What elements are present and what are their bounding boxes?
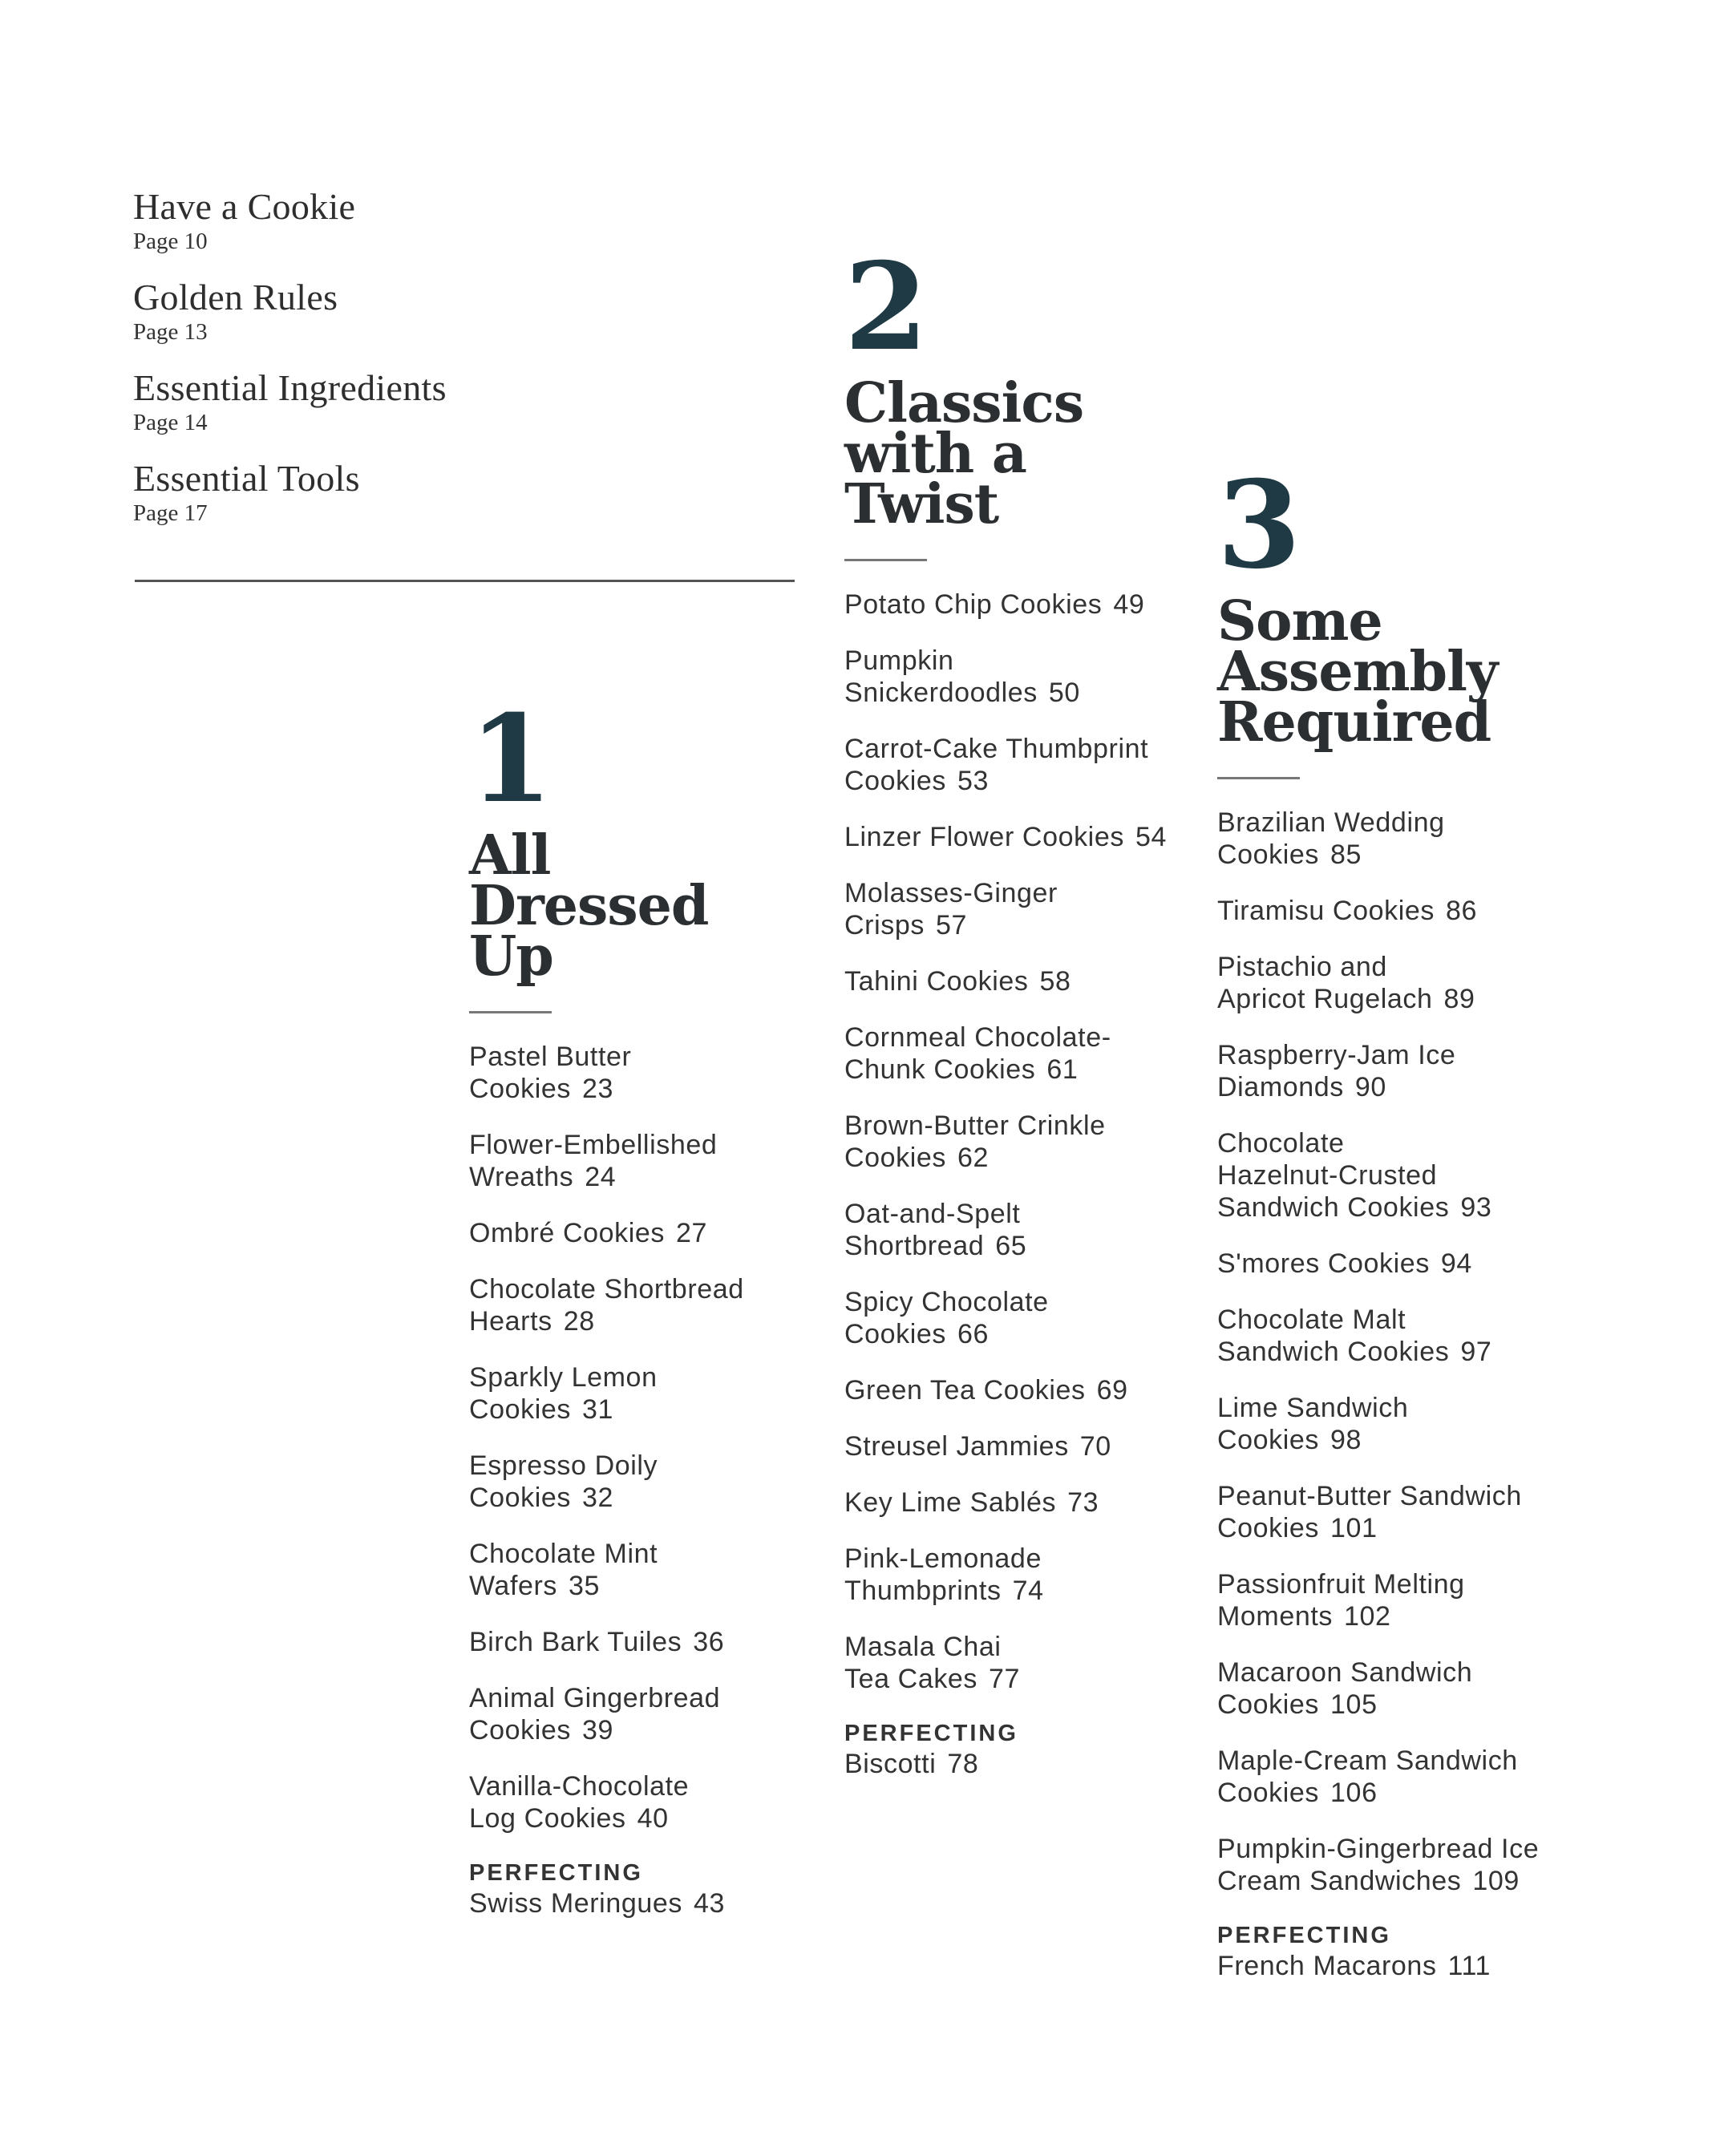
recipe-name: Maple-Cream Sandwich Cookies [1217,1745,1518,1808]
recipe-entry[interactable] [844,1631,1213,1695]
recipe-entry[interactable] [469,1450,838,1514]
chapter-title-line: with a [844,422,1026,486]
chapter-3 [1217,455,1586,2006]
recipe-name: Green Tea Cookies [844,1375,1086,1406]
recipe-entry[interactable] [1217,951,1586,1015]
recipe-entry[interactable] [844,1430,1213,1462]
chapter-title [844,371,1213,536]
recipe-entry[interactable] [844,1286,1213,1350]
chapter-divider [469,1011,552,1013]
chapter-title-line: Up [469,924,553,989]
recipe-page: 27 [676,1218,708,1248]
recipe-entry[interactable] [1217,1480,1586,1544]
chapter-title-line: Classics [844,371,1084,435]
recipe-page: 102 [1344,1601,1391,1632]
section-divider [135,580,795,582]
recipe-name: Biscotti [844,1749,937,1779]
recipe-entry[interactable] [844,733,1213,797]
front-matter-item[interactable] [133,367,447,458]
recipe-name: S'mores Cookies [1217,1248,1430,1279]
perfecting-entry[interactable] [844,1719,1213,1780]
recipe-entry[interactable] [844,1374,1213,1406]
front-matter-item[interactable] [133,458,447,548]
perfecting-entry[interactable] [1217,1921,1586,1982]
recipe-name: Animal Gingerbread Cookies [469,1683,721,1745]
chapter-divider [844,559,927,561]
recipe-list [844,589,1213,1780]
front-matter-page: Page 14 [133,410,208,435]
recipe-page: 62 [957,1143,990,1173]
recipe-entry[interactable] [1217,1127,1586,1224]
recipe-entry[interactable] [1217,1039,1586,1103]
recipe-page: 49 [1113,589,1145,620]
recipe-entry[interactable] [469,1626,838,1658]
front-matter-title: Have a Cookie [133,186,356,227]
chapter-title-line: Dressed [469,874,709,938]
recipe-name: Chocolate Hazelnut-Crusted Sandwich Cookies [1217,1128,1450,1223]
recipe-page: 94 [1440,1248,1472,1279]
recipe-entry[interactable] [844,589,1213,621]
recipe-page: 106 [1330,1778,1378,1808]
recipe-page: 28 [563,1306,595,1337]
perfecting-label: PERFECTING [469,1860,643,1886]
recipe-page: 77 [989,1664,1021,1694]
recipe-page: 61 [1046,1054,1079,1085]
chapter-title [469,823,838,989]
recipe-page: 66 [957,1319,990,1349]
recipe-name: Vanilla-Chocolate Log Cookies [469,1771,690,1834]
recipe-page: 57 [935,910,967,940]
chapter-2 [844,237,1213,1804]
recipe-name: Streusel Jammies [844,1431,1069,1462]
recipe-entry[interactable] [844,821,1213,853]
recipe-name: Brazilian Wedding Cookies [1217,807,1445,870]
recipe-page: 98 [1330,1425,1362,1455]
recipe-entry[interactable] [844,1487,1213,1519]
recipe-entry[interactable] [1217,1745,1586,1809]
recipe-name: Cornmeal Chocolate- Chunk Cookies [844,1022,1111,1085]
recipe-name: Swiss Meringues [469,1888,682,1919]
recipe-page: 53 [957,766,990,796]
recipe-name: Lime Sandwich Cookies [1217,1393,1409,1455]
recipe-name: Raspberry-Jam Ice Diamonds [1217,1040,1456,1102]
recipe-name: Pink-Lemonade Thumbprints [844,1543,1042,1606]
perfecting-entry[interactable] [469,1859,838,1919]
recipe-entry[interactable] [469,1682,838,1746]
front-matter-title: Golden Rules [133,277,338,318]
recipe-name: Pumpkin-Gingerbread Ice Cream Sandwiches [1217,1834,1540,1896]
front-matter-page: Page 13 [133,319,208,345]
recipe-entry[interactable] [1217,1304,1586,1368]
recipe-name: Peanut-Butter Sandwich Cookies [1217,1481,1522,1543]
recipe-page: 65 [995,1231,1027,1261]
recipe-page: 23 [582,1074,614,1104]
chapter-number: 3 [1217,455,1301,596]
recipe-name: Oat-and-Spelt Shortbread [844,1199,1021,1261]
recipe-page: 90 [1354,1072,1386,1102]
recipe-entry[interactable] [844,1110,1213,1174]
recipe-page: 50 [1048,678,1080,708]
recipe-name: Pumpkin Snickerdoodles [844,645,1038,708]
recipe-name: Passionfruit Melting Moments [1217,1569,1465,1632]
chapter-title-line: Required [1217,690,1491,754]
recipe-name: Chocolate Shortbread Hearts [469,1274,744,1337]
recipe-entry[interactable] [1217,1833,1586,1897]
recipe-page: 69 [1096,1375,1128,1406]
chapter-divider [1217,777,1300,779]
recipe-name: Pistachio and Apricot Rugelach [1217,952,1433,1014]
front-matter-item[interactable] [133,277,447,367]
chapter-1 [469,689,838,1944]
recipe-list [469,1041,838,1919]
front-matter-title: Essential Tools [133,458,360,499]
recipe-name: Masala Chai Tea Cakes [844,1632,1002,1694]
front-matter-page: Page 10 [133,229,208,254]
chapter-title-line: Some [1217,589,1382,653]
chapter-title-line: Assembly [1217,640,1498,704]
recipe-page: 43 [693,1888,726,1919]
recipe-list [1217,807,1586,1982]
recipe-page: 74 [1012,1576,1044,1606]
recipe-page: 105 [1330,1689,1378,1720]
recipe-entry[interactable] [1217,807,1586,871]
recipe-page: 86 [1445,896,1477,926]
recipe-name: Tiramisu Cookies [1217,896,1435,926]
recipe-name: French Macarons [1217,1951,1437,1981]
recipe-name: Chocolate Mint Wafers [469,1539,658,1601]
recipe-name: Flower-Embellished Wreaths [469,1130,718,1192]
recipe-page: 39 [582,1715,614,1745]
chapter-title-line: Twist [844,472,999,536]
recipe-entry[interactable] [469,1361,838,1426]
recipe-page: 31 [582,1394,614,1425]
recipe-entry[interactable] [844,1543,1213,1607]
recipe-entry[interactable] [1217,1656,1586,1721]
recipe-name: Potato Chip Cookies [844,589,1103,620]
recipe-entry[interactable] [1217,1568,1586,1632]
perfecting-label: PERFECTING [1217,1923,1391,1948]
recipe-page: 89 [1443,984,1475,1014]
recipe-page: 97 [1460,1337,1492,1367]
recipe-page: 85 [1330,839,1362,870]
recipe-name: Brown-Butter Crinkle Cookies [844,1110,1106,1173]
recipe-page: 40 [637,1803,669,1834]
recipe-page: 58 [1039,966,1071,997]
recipe-entry[interactable] [844,1021,1213,1086]
recipe-entry[interactable] [469,1273,838,1337]
recipe-page: 24 [585,1162,617,1192]
recipe-entry[interactable] [469,1770,838,1834]
recipe-entry[interactable] [844,645,1213,709]
recipe-entry[interactable] [469,1129,838,1193]
recipe-name: Pastel Butter Cookies [469,1042,632,1104]
recipe-page: 70 [1079,1431,1111,1462]
recipe-name: Key Lime Sablés [844,1487,1057,1518]
recipe-name: Spicy Chocolate Cookies [844,1287,1049,1349]
recipe-page: 35 [569,1571,601,1601]
recipe-page: 78 [947,1749,979,1779]
recipe-name: Birch Bark Tuiles [469,1627,682,1657]
recipe-page: 36 [693,1627,725,1657]
recipe-name: Tahini Cookies [844,966,1029,997]
recipe-entry[interactable] [469,1217,838,1249]
recipe-entry[interactable] [844,965,1213,997]
recipe-page: 73 [1067,1487,1099,1518]
recipe-name: Ombré Cookies [469,1218,665,1248]
front-matter-title: Essential Ingredients [133,367,447,408]
recipe-page: 54 [1135,822,1167,852]
chapter-number: 2 [844,237,929,378]
recipe-entry[interactable] [844,877,1213,941]
recipe-entry[interactable] [1217,1392,1586,1456]
front-matter-list [133,186,447,548]
front-matter-item[interactable] [133,186,447,277]
recipe-name: Macaroon Sandwich Cookies [1217,1657,1473,1720]
recipe-name: Carrot-Cake Thumbprint Cookies [844,734,1149,796]
chapter-title [1217,589,1586,754]
recipe-page: 109 [1472,1866,1520,1896]
recipe-page: 32 [582,1483,614,1513]
recipe-name: Espresso Doily Cookies [469,1450,658,1513]
recipe-name: Molasses-Ginger Crisps [844,878,1058,940]
recipe-page: 93 [1460,1192,1492,1223]
recipe-name: Chocolate Malt Sandwich Cookies [1217,1305,1450,1367]
recipe-page: 111 [1447,1951,1491,1981]
recipe-entry[interactable] [469,1041,838,1105]
recipe-name: Linzer Flower Cookies [844,822,1124,852]
recipe-entry[interactable] [1217,895,1586,927]
perfecting-label: PERFECTING [844,1721,1018,1746]
recipe-entry[interactable] [844,1198,1213,1262]
recipe-name: Sparkly Lemon Cookies [469,1362,658,1425]
recipe-entry[interactable] [469,1538,838,1602]
recipe-page: 101 [1330,1513,1378,1543]
chapter-title-line: All [469,823,551,888]
chapter-number: 1 [469,689,553,830]
front-matter-page: Page 17 [133,500,208,526]
recipe-entry[interactable] [1217,1248,1586,1280]
